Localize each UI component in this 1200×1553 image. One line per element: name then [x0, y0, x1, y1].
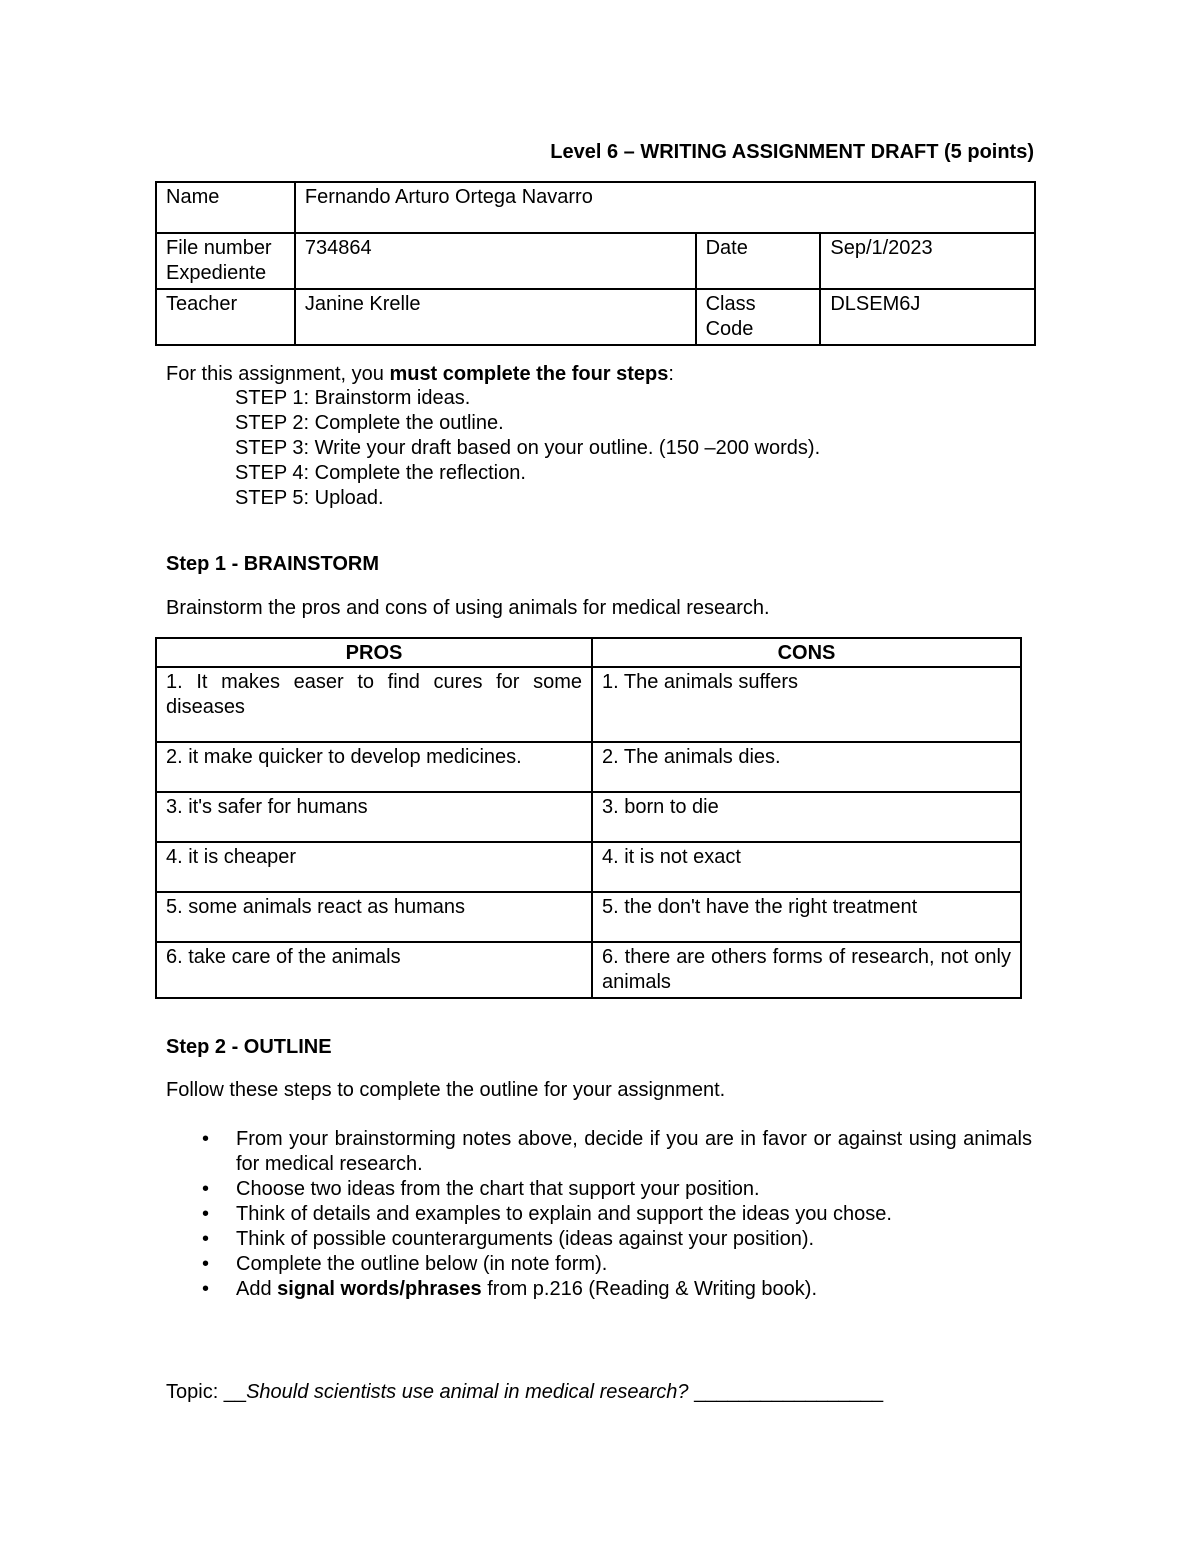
step-item: STEP 3: Write your draft based on your outline. (150 –200 words). — [235, 437, 821, 459]
class-value: DLSEM6J — [820, 289, 1035, 345]
list-item: • Think of details and examples to explain and support the ideas you chose. — [202, 1203, 892, 1225]
intro-prefix: For this assignment, you — [166, 363, 390, 385]
pros-header: PROS — [156, 638, 592, 667]
step-item: STEP 5: Upload. — [235, 487, 384, 509]
file-value: 734864 — [295, 233, 696, 289]
page-title: Level 6 – WRITING ASSIGNMENT DRAFT (5 points) — [550, 141, 1034, 163]
date-label: Date — [696, 233, 821, 289]
table-row — [156, 742, 1021, 792]
bullet-icon: • — [202, 1228, 210, 1250]
bullet-icon: • — [202, 1128, 210, 1150]
intro-line — [166, 362, 674, 387]
student-info-table — [155, 181, 1036, 346]
class-label-line-2: Code — [705, 318, 754, 340]
pro-cell: 2. it make quicker to develop medicines. — [156, 742, 592, 792]
table-row — [156, 842, 1021, 892]
list-item: • Add signal words/phrases from p.216 (Reading & Writing book). — [202, 1278, 818, 1300]
pro-cell: 4. it is cheaper — [156, 842, 592, 892]
name-row — [156, 182, 1035, 233]
bullet-icon: • — [202, 1253, 210, 1275]
con-cell: 5. the don't have the right treatment — [592, 892, 1021, 942]
step-item: STEP 1: Brainstorm ideas. — [235, 387, 471, 409]
cons-header: CONS — [592, 638, 1021, 667]
list-item: • Choose two ideas from the chart that support your position. — [202, 1178, 760, 1200]
pro-cell: 3. it's safer for humans — [156, 792, 592, 842]
file-label-line-2: Expediente — [166, 262, 267, 284]
file-row — [156, 233, 1035, 289]
pro-cell: 1. It makes easer to find cures for some diseases — [156, 667, 592, 742]
con-cell: 6. there are others forms of research, not only animals — [592, 942, 1021, 998]
table-row — [156, 667, 1021, 742]
bullet-icon: • — [202, 1278, 210, 1300]
bullet-icon: • — [202, 1178, 210, 1200]
name-value: Fernando Arturo Ortega Navarro — [295, 182, 1035, 233]
topic-line — [166, 1381, 883, 1404]
step1-instruction: Brainstorm the pros and cons of using animals for medical research. — [166, 597, 770, 619]
con-cell: 4. it is not exact — [592, 842, 1021, 892]
con-cell: 2. The animals dies. — [592, 742, 1021, 792]
con-cell: 1. The animals suffers — [592, 667, 1021, 742]
brainstorm-header-row — [156, 638, 1021, 667]
table-row — [156, 792, 1021, 842]
date-value: Sep/1/2023 — [820, 233, 1035, 289]
step-item: STEP 2: Complete the outline. — [235, 412, 504, 434]
topic-label: Topic: __ — [166, 1381, 247, 1403]
list-item: • From your brainstorming notes above, decide if you are in favor or against using animals for medical research. — [202, 1128, 1032, 1175]
name-label: Name — [156, 182, 295, 233]
list-item: • Think of possible counterarguments (ideas against your position). — [202, 1228, 815, 1250]
pro-cell: 6. take care of the animals — [156, 942, 592, 998]
con-cell: 3. born to die — [592, 792, 1021, 842]
signal-words: signal words/phrases — [277, 1278, 482, 1300]
teacher-row — [156, 289, 1035, 345]
intro-suffix: : — [668, 363, 674, 385]
bullet-icon: • — [202, 1203, 210, 1225]
topic-trailing: _________________ — [688, 1381, 884, 1403]
teacher-label: Teacher — [156, 289, 295, 345]
file-label-line-1: File number — [166, 237, 272, 259]
outline-bullets — [166, 1127, 1032, 1302]
table-row — [156, 942, 1021, 998]
class-label-line-1: Class — [705, 293, 756, 315]
step-item: STEP 4: Complete the reflection. — [235, 462, 526, 484]
teacher-value: Janine Krelle — [295, 289, 696, 345]
class-label — [696, 289, 821, 345]
step2-heading: Step 2 - OUTLINE — [166, 1036, 332, 1058]
step1-heading: Step 1 - BRAINSTORM — [166, 553, 379, 575]
file-label — [156, 233, 295, 289]
topic-value: Should scientists use animal in medical research? — [246, 1381, 689, 1403]
steps-list — [235, 386, 820, 511]
list-item: • Complete the outline below (in note form). — [202, 1253, 608, 1275]
intro-bold: must complete the four steps — [389, 363, 669, 385]
table-row — [156, 892, 1021, 942]
pro-cell: 5. some animals react as humans — [156, 892, 592, 942]
brainstorm-table — [155, 637, 1022, 999]
step2-instruction: Follow these steps to complete the outline for your assignment. — [166, 1079, 726, 1101]
